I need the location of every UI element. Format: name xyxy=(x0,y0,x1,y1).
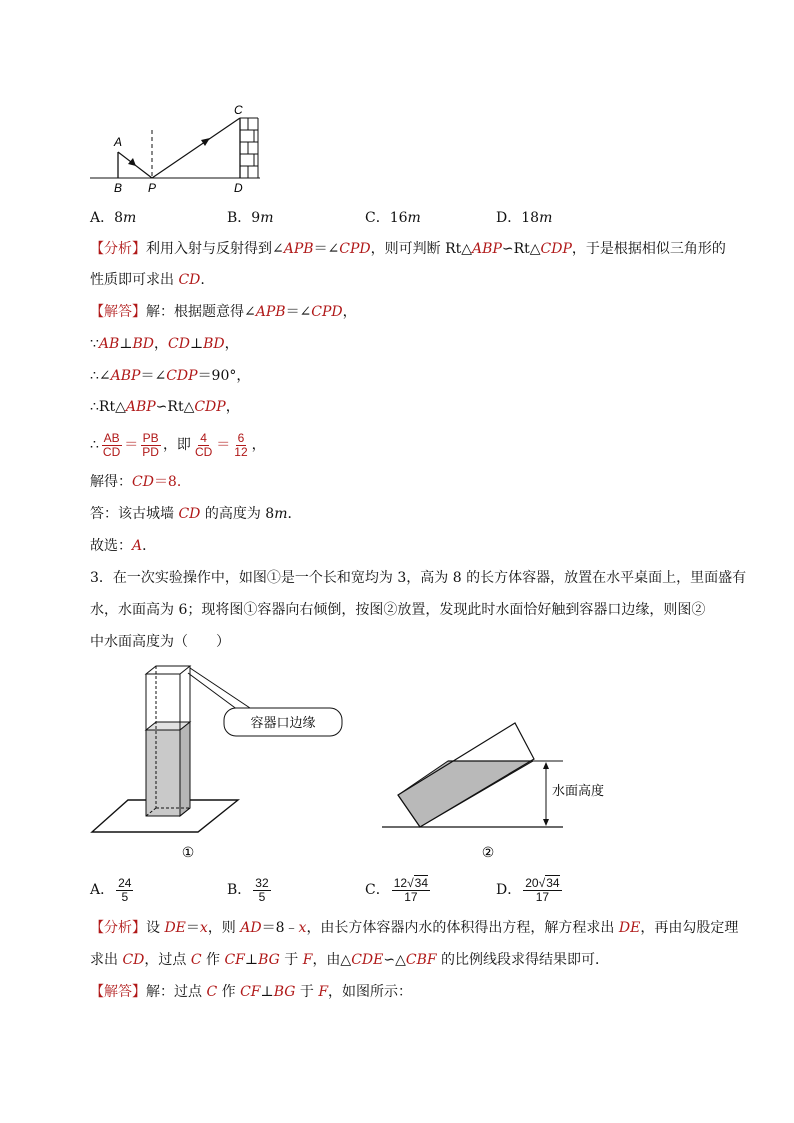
callout-pointer-2 xyxy=(188,673,238,710)
callout-pointer-1 xyxy=(190,668,250,708)
q2-solution-line-5: ∴ $\frac{AB}{CD}$ ＝ $\frac{PB}{PD}$ ，即 $\frac{4}{CD}$ ＝ $\frac{6}{12}$ ， xyxy=(90,430,266,459)
question-number: 3． xyxy=(90,570,113,586)
height-arrow-up xyxy=(543,762,549,769)
container-tilted-figure xyxy=(380,715,620,865)
q3-option-a[interactable]: A． $\frac{24}{5}$ xyxy=(90,875,132,904)
label-a: A xyxy=(114,135,123,149)
reflected-ray xyxy=(152,118,240,178)
figure-1-caption: ① xyxy=(181,844,195,860)
q2-solution-line-1: 【解答】解：根据题意得∠APB＝∠CPD， xyxy=(90,304,357,320)
label-c: C xyxy=(234,103,243,117)
q2-solution-line-7: 答：该古城墙 CD 的高度为 8m． xyxy=(90,506,302,522)
callout-label: 容器口边缘 xyxy=(250,715,316,730)
water-front xyxy=(146,730,180,816)
analysis-tag: 【分析】 xyxy=(90,920,146,936)
label-d: D xyxy=(234,181,243,195)
q3-options xyxy=(90,872,610,908)
q3-solution-line-1: 【解答】解：过点 C 作 CF⊥BG 于 F，如图所示： xyxy=(90,984,413,1000)
container-upright-figure xyxy=(88,660,358,866)
q2-solution-line-6: 解得：CD＝8． xyxy=(90,474,191,490)
q3-option-c[interactable]: C． $\frac{12√34}{17}$ xyxy=(365,875,429,904)
fraction-ab-cd: $\frac{AB}{CD}$ xyxy=(102,430,121,459)
label-p: P xyxy=(148,181,157,195)
q3-analysis-line-2: 求出 CD，过点 C 作 CF⊥BG 于 F，由△CDE∽△CBF 的比例线段求得结果即可． xyxy=(90,952,610,968)
fraction-6-12: $\frac{6}{12}$ xyxy=(234,430,248,459)
q2-solution-line-4: ∴Rt△ABP∽Rt△CDP， xyxy=(90,399,240,415)
height-label: 水面高度 xyxy=(552,783,605,798)
reflected-arrow xyxy=(201,138,210,146)
q2-option-b[interactable]: B．9m xyxy=(227,210,274,226)
solution-tag: 【解答】 xyxy=(90,304,146,320)
incident-arrow xyxy=(128,158,136,166)
water-side xyxy=(180,722,190,816)
q3-stem-line-3: 中水面高度为（ ） xyxy=(90,634,230,650)
q2-option-c[interactable]: C．16m xyxy=(365,210,421,226)
q3-analysis-line-1: 【分析】设 DE＝x，则 AD＝8﹣x，由长方体容器内水的体积得出方程，解方程求出 DE，再由勾股定理 xyxy=(90,920,739,936)
q3-option-d[interactable]: D． $\frac{20√34}{17}$ xyxy=(496,875,560,904)
height-arrow-down xyxy=(543,819,549,826)
container-rim xyxy=(146,666,190,674)
q2-option-a[interactable]: A．8m xyxy=(90,210,137,226)
figure-2-caption: ② xyxy=(481,844,495,860)
wall-bricks xyxy=(240,118,258,178)
analysis-tag: 【分析】 xyxy=(90,241,146,257)
fraction-pb-pd: $\frac{PB}{PD}$ xyxy=(142,430,159,459)
solution-tag: 【解答】 xyxy=(90,984,146,1000)
q3-stem-line-2: 水，水面高为 6；现将图①容器向右倾倒，按图②放置，发现此时水面恰好触到容器口边缘，则图② xyxy=(90,602,706,618)
q2-options xyxy=(90,208,590,228)
q2-solution-line-8: 故选：A． xyxy=(90,538,157,554)
q3-stem-line-1: 3．在一次实验操作中，如图①是一个长和宽均为 3，高为 8 的长方体容器，放置在水平桌面上，里面盛有 xyxy=(90,570,747,586)
q2-analysis-line-1: 【分析】利用入射与反射得到∠APB＝∠CPD，则可判断 Rt△ABP∽Rt△CDP，于是根据相似三角形的 xyxy=(90,241,726,257)
q2-solution-line-2: ∵AB⊥BD，CD⊥BD， xyxy=(90,336,239,352)
tilted-water xyxy=(398,761,533,827)
label-b: B xyxy=(114,181,123,195)
q2-option-d[interactable]: D．18m xyxy=(496,210,553,226)
q2-solution-line-3: ∴∠ABP＝∠CDP＝90°， xyxy=(90,368,251,384)
q3-option-b[interactable]: B． $\frac{32}{5}$ xyxy=(227,875,269,904)
q2-analysis-line-2: 性质即可求出 CD. xyxy=(90,272,205,288)
fraction-4-cd: $\frac{4}{CD}$ xyxy=(194,430,213,459)
reflection-figure xyxy=(88,100,268,196)
